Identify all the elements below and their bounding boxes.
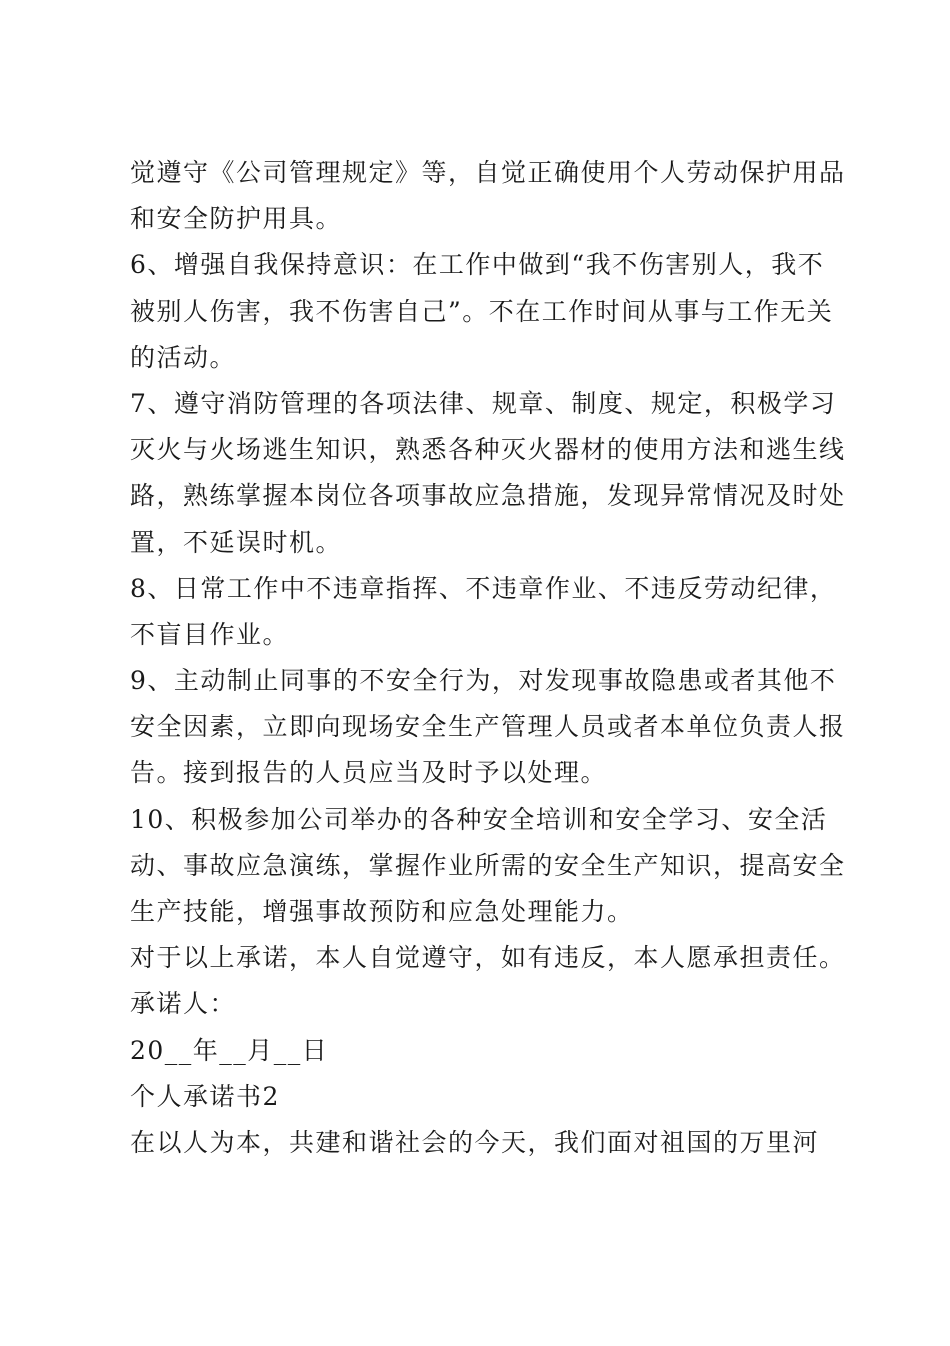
document-body [130,150,846,1166]
item-10-line: 10、积极参加公司举办的各种安全培训和安全学习、安全活 [130,804,828,834]
text-line: 生产技能，增强事故预防和应急处理能力。 [130,897,634,926]
text-line: 置，不延误时机。 [130,527,343,557]
text-line: 灭火与火场逃生知识，熟悉各种灭火器材的使用方法和逃生线 [130,435,846,465]
item-7-line: 7、遵守消防管理的各项法律、规章、制度、规定，积极学习 [130,388,837,418]
item-8-line: 8、日常工作中不违章指挥、不违章作业、不违反劳动纪律， [130,573,837,603]
text-line: 动、事故应急演练，掌握作业所需的安全生产知识，提高安全 [130,850,846,880]
date-line: 20__年__月__日 [130,1035,329,1065]
pledge-statement: 对于以上承诺，本人自觉遵守，如有违反，本人愿承担责任。 [130,943,846,973]
text-line: 被别人伤害，我不伤害自己”。不在工作时间从事与工作无关 [130,296,834,326]
text-line: 不盲目作业。 [130,619,290,649]
text-line: 的活动。 [130,342,237,372]
text-line: 路，熟练掌握本岗位各项事故应急措施，发现异常情况及时处 [130,481,846,511]
text-line: 觉遵守《公司管理规定》等，自觉正确使用个人劳动保护用品 [130,158,846,187]
text-line: 安全因素，立即向现场安全生产管理人员或者本单位负责人报 [130,712,846,742]
item-6-line: 6、增强自我保持意识：在工作中做到“我不伤害别人，我不 [130,250,825,280]
text-line: 和安全防护用具。 [130,204,343,234]
text-line: 在以人为本，共建和谐社会的今天，我们面对祖国的万里河 [130,1127,820,1157]
section-title: 个人承诺书2 [130,1081,280,1111]
text-line: 告。接到报告的人员应当及时予以处理。 [130,758,608,788]
item-9-line: 9、主动制止同事的不安全行为，对发现事故隐患或者其他不 [130,666,837,696]
signatory-label: 承诺人： [130,989,237,1019]
